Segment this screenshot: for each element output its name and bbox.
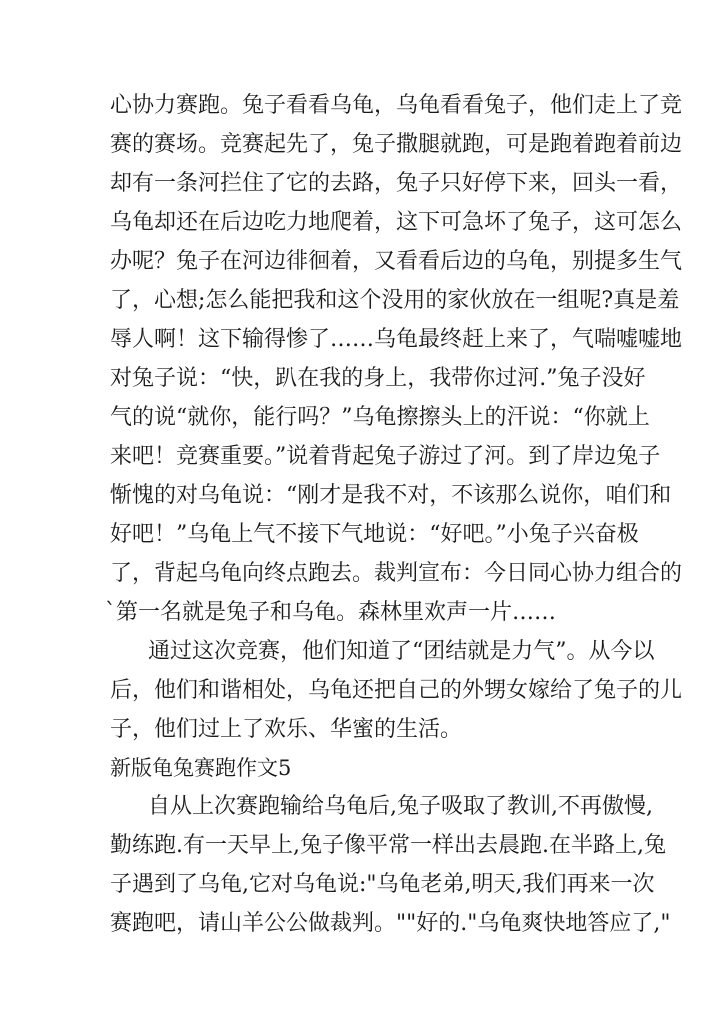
text-line: 心协力赛跑。兔子看看乌龟，乌龟看看兔子，他们走上了竞 bbox=[110, 93, 683, 118]
text-line: 却有一条河拦住了它的去路，兔子只好停下来，回头一看， bbox=[110, 171, 683, 196]
text-line: 对兔子说：“快，趴在我的身上，我带你过河.”兔子没好 bbox=[110, 366, 646, 391]
paragraph-first-line: 自从上次赛跑输给乌龟后,兔子吸取了教训,不再傲慢, bbox=[148, 794, 653, 819]
text-line: 勤练跑.有一天早上,兔子像平常一样出去晨跑.在半路上,兔 bbox=[110, 833, 666, 858]
text-line: 赛的赛场。竞赛起先了，兔子撒腿就跑，可是跑着跑着前边 bbox=[110, 132, 683, 157]
text-line: 赛跑吧，请山羊公公做裁判。""好的."乌龟爽快地答应了," bbox=[110, 911, 671, 936]
text-line: 后，他们和谐相处，乌龟还把自己的外甥女嫁给了兔子的儿 bbox=[110, 678, 683, 703]
text-line: 子遇到了乌龟,它对乌龟说:"乌龟老弟,明天,我们再来一次 bbox=[110, 872, 655, 897]
text-line: 了，心想;怎么能把我和这个没用的家伙放在一组呢?真是羞 bbox=[110, 288, 680, 313]
text-line: 惭愧的对乌龟说：“刚才是我不对，不该那么说你，咱们和 bbox=[110, 483, 672, 508]
text-line: 气的说“就你，能行吗？”乌龟擦擦头上的汗说：“你就上 bbox=[110, 405, 650, 430]
text-line: 乌龟却还在后边吃力地爬着，这下可急坏了兔子，这可怎么 bbox=[110, 210, 683, 235]
paragraph-first-line: 通过这次竞赛，他们知道了“团结就是力气”。从今以 bbox=[148, 639, 655, 664]
section-heading: 新版龟兔赛跑作文5 bbox=[110, 756, 292, 780]
text-line: 了，背起乌龟向终点跑去。裁判宣布：今日同心协力组合的 bbox=[110, 561, 683, 586]
text-line: `第一名就是兔子和乌龟。森林里欢声一片…… bbox=[105, 600, 557, 625]
text-line: 好吧！”乌龟上气不接下气地说：“好吧。”小兔子兴奋极 bbox=[110, 522, 639, 547]
text-line: 来吧！竞赛重要。”说着背起兔子游过了河。到了岸边兔子 bbox=[110, 444, 661, 469]
text-line: 办呢？兔子在河边徘徊着，又看看后边的乌龟，别提多生气 bbox=[110, 249, 683, 274]
text-line: 辱人啊！这下输得惨了……乌龟最终赶上来了，气喘嘘嘘地 bbox=[110, 327, 683, 352]
text-line: 子，他们过上了欢乐、华蜜的生活。 bbox=[110, 717, 463, 742]
